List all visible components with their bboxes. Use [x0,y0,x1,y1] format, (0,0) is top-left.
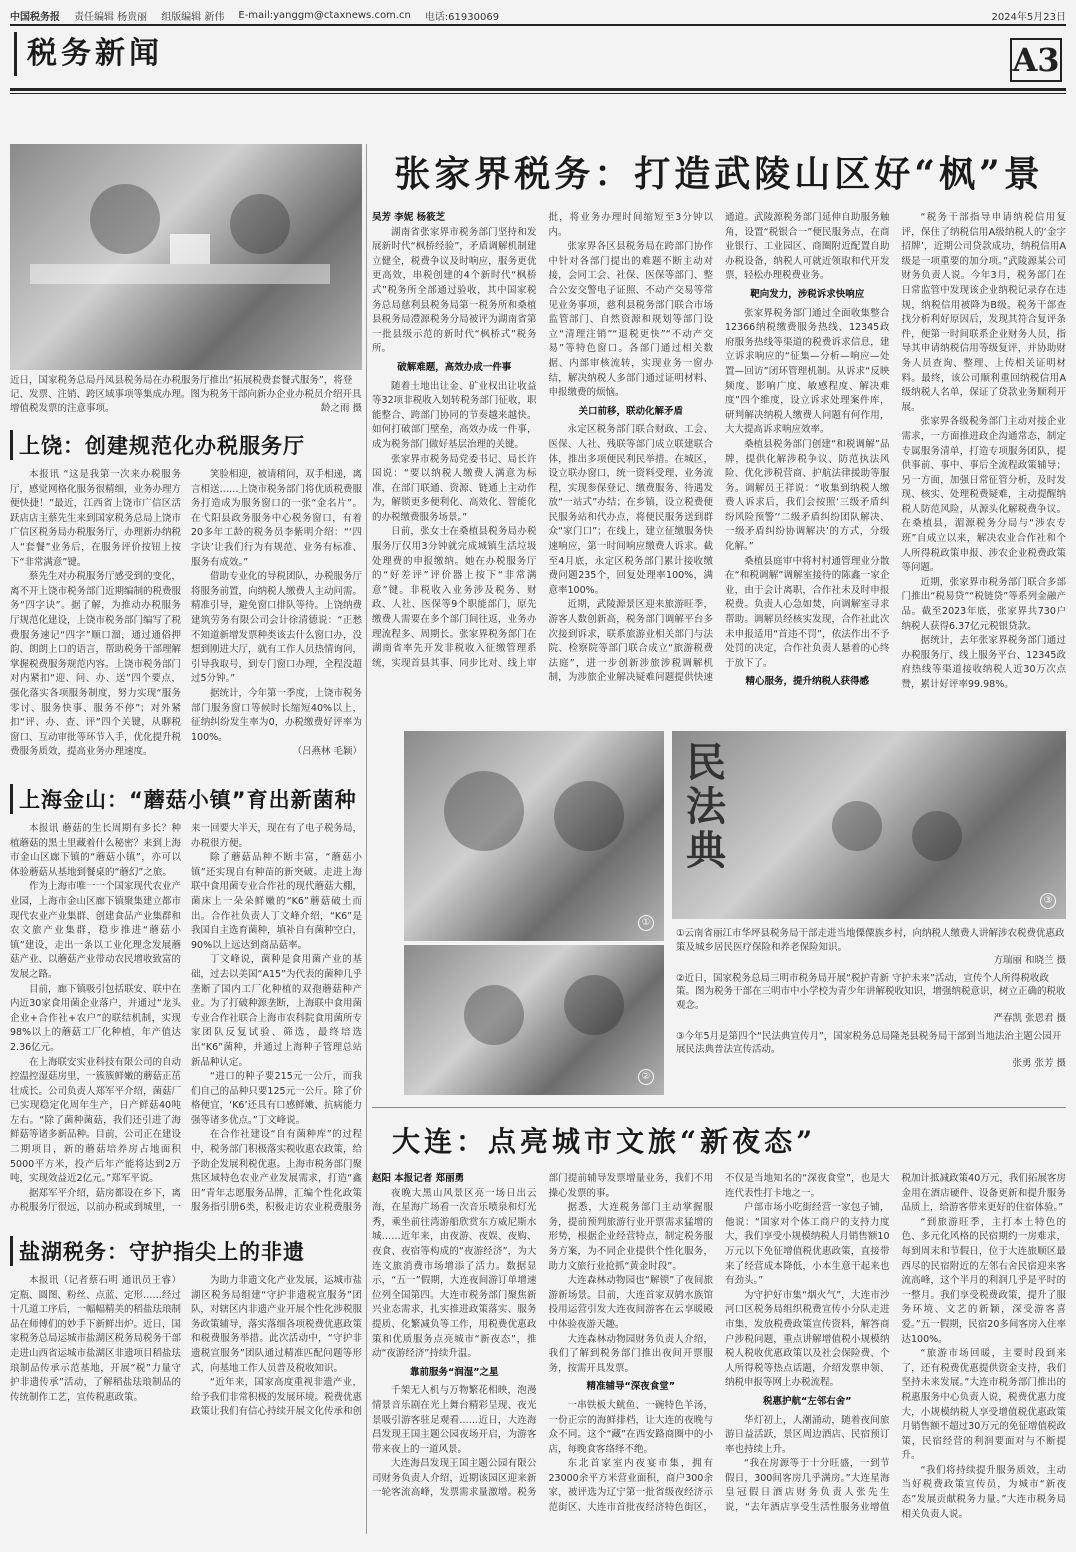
caption-3: ③今年5月是第四个“民法典宣传月”，国家税务总局隆尧县税务局干部到当地法治主题公园开展民法典普法宣传活动。 [676,1030,1062,1055]
caption-text: 近日，国家税务总局丹凤县税务局在办税服务厅推出“拓展税费套餐式服务”，将登记、发票、注销、跨区域事项等集成办理。图为税务干部向新办企业办税员介绍开具增值税发票的注意事项。 [10,375,362,414]
paragraph: 湖南省张家界市税务部门坚持和发展新时代“枫桥经验”，矛盾调解机制建立健全，税费争议及时响应，服务更优更高效，串税创建的4个新时代“枫桥式”税务所全部通过验收，其中国家税务总局慈利县税务局第一税务所和桑植县税务局澧源税务分局被评为湖南省第一批县级示范的新时代“枫桥式”税务所。 [372,226,537,355]
photo-1-number: ① [638,915,654,931]
paragraph: 千架无人机与万物繁花相映，泡漫情景音乐剧在光上舞台精彩呈现、夜光景吸引游客驻足观看……近日，大连海昌发现王国主题公园夜场开启，为游客带来夜上的一道风景。 [372,1385,537,1455]
subhead: 税惠护航“左邻右舍” [763,1395,852,1407]
paragraph: 大连海昌发现王国主题公园有限公司财务负责人介绍，近期该园区迎来新一轮客流高峰，发票需求量激增。税务部门提前辅导发票增量业务，我们不用操心发票的事。 [372,1173,713,1499]
paragraph: 随着土地出让金、矿业权出让收益等32项非税收入划转税务部门征收，职能整合、跨部门协同的节奏越来越快。如何打破部门壁垒，高效办成一件事，成为税务部门做好基层治理的关键。 [372,380,537,450]
paragraph: 一串铁板大鱿鱼、一碗特色羊汤，一份正宗的海鲜排档，让大连的夜晚与众不同。这个“藏”在西安路商圈中的小店，每晚食客络绎不绝。 [548,1399,713,1455]
paragraph: 借助专业化的导税团队，办税服务厅将服务前置，向纳税人缴费人主动问需。精准引导，避免窗口排队等待。上饶纳费建筑劳务有限公司会计徐清德说：“正愁不知道新增发票种类该去什么窗口办，没想到刚进大厅，就有工作人员热情询问，引导我取号，到专门窗口办理，全程没超过5分钟。” [191,571,362,685]
article-body-shangrao [10,468,362,770]
article-sign: （吕燕林 毛颖） [292,746,362,758]
byline: 赵阳 本报记者 郑丽勇 [372,1173,465,1184]
paragraph: 张家界市税务局党委书记、局长许国说：“要以纳税人缴费人满意为标准，在部门联通、资源、链通上主动作为，解锁更多便利化、高效化、智能化的办税缴费服务场景。” [372,453,537,523]
caption-credit: 龄之雨 摄 [320,403,362,414]
paragraph: 据统计，去年张家界税务部门通过办税服务厅、线上服务平台、12345政府热线等渠道接收纳税人近30万次点赞，累计好评率99.98%。 [901,635,1066,690]
paragraph: “近年来，国家高度重视非遗产业，给予我们非常积极的发展环境。税费优惠政策让我们有信心持续开展文化传承和创 [191,1377,362,1418]
paragraph: 在上海联安实业科技有限公司的自动控温控湿菇房里，一簇簇鲜嫩的蘑菇正茁壮成长。公司负责人郑军平介绍，菌菇厂已实现稳定化周年生产，日产鲜菇40吨左右。“除了菌种菌菇，我们还引进了海鲜菇等诸多新品种。目前，公司正在建设二期项目，新的蘑菇培养房占地面积5000平方米，投产后年产能将达到2万吨，实现效益近2亿元。”郑军平说。 [10,1056,182,1185]
photo-3-number: ③ [1040,893,1056,909]
paragraph: 张家界各区县税务局在跨部门协作中针对各部门提出的难题不断主动对接，会同工会、社保、医保等部门、整合公安交警电子证照、不动产交易等常见业务事项，慈利县税务部门联合市场监管部门、自然资源和规划等部门设立“清理注销”“退税更快”“不动产交易”等特色窗口。各部门通过相关数据、内部审核流转，实现业务一窗办结，解决纳税人多部门通过证明材料、申报缴费的烦恼。 [548,241,713,399]
paragraph: 大连森林动物园也“解锁”了夜间旅游新场景。目前，大连首家双鸫水族馆投用运营引发大连夜间游客在云享暖殿中体验夜游天趣。 [548,1275,713,1330]
section-divider [372,1107,1066,1108]
paragraph: 华灯初上，人潮涌动，随着夜间旅游日益活跃，景区周边酒店、民宿预订率也持续上升。 [725,1414,890,1455]
paragraph: “我们将持续提升服务质效，主动当好税费政策宣传员，为城市“新夜态”发展贡献税务力量。”大连市税务局相关负责人说。 [901,1464,1066,1520]
article-title-jinshan: 上海金山：“蘑菇小镇”育出新菌种 [10,784,362,814]
photo-3-sign: 民法典 [686,739,726,874]
layout-editor: 组版编辑 新伟 [161,11,225,23]
paragraph: 永定区税务部门联合财政、工会、医保、人社、残联等部门成立联建联合体，推出多项便民利民举措。在城区，设立联办窗口，统一资料受理、业务流程，实现参保登记、缴费服务、待遇发放“一站式”办结；在乡镇，设立税费便民服务站和代办点，将便民服务送到群众“家门口”；在线上，建立征缴服务快速响应，第一时间响应缴费人诉求。截至4月底，永定区税务部门累计接收缴费问题235个，回复处理率100%，满意率100%。 [548,424,713,596]
left-column [10,144,362,1424]
photo-2 [404,945,664,1095]
paragraph: 本报讯 “这是我第一次来办税服务厅，感觉网格化服务很精细，业务办理方便快捷！”最近，江西省上饶市广信区活跃店店主蔡先生来到国家税务总局上饶市广信区税务局办税服务厅，办理新办纳税人“套餐”业务后，在服务评价按钮上按下“非常满意”键。 [10,469,182,568]
paragraph: “旅游市场回暖，主要时段到来了，还有税费优惠提供资金支持，我们坚持未来发展。”大连市税务部门推出的税惠服务中心负责人说，税费优惠力度大，小规模纳税人享受增值税优惠政策月销售额不超过30万元的免征增值税政策，民宿经营的利润要面对与不断提升。 [901,1348,1066,1462]
paragraph: 夜晚大黑山风景区亮一场日出云海，在星海广场看一次音乐喷泉和灯光秀，乘坐前往湾游船欣赏东方威尼斯水城……近年来，由夜游、夜娱、夜购、夜食、夜宿等构成的“夜游经济”，为大连文旅消费市场增添了活力。数据显示，“五一”假期，大连夜间游订单增速位列全国第四。大连市税务部门聚焦新兴业态需求，扎实推进政策落实、服务提质、化繁减负等工作，用税费优惠政策和优质服务点亮城市“新夜态”，推动“夜游经济”持续升温。 [372,1187,537,1360]
article-body-jinshan [10,822,362,1222]
headline-zhangjiajie: 张家界税务：打造武陵山区好“枫”景 [394,153,1044,195]
subhead: 精心服务，提升纳税人获得感 [745,676,869,688]
byline: 吴芳 李妮 杨筱芝 [372,212,446,223]
article-title-shangrao: 上饶：创建规范化办税服务厅 [10,430,362,460]
photo-1 [404,731,664,941]
paragraph: 蔡先生对办税服务厅感受到的变化，离不开上饶市税务部门近期编制的税费服务“四字诀”。据了解，为推动办税服务厅规范化建设，上饶市税务部门编写了税费服务速记“四字”顺口溜，通过通俗押韵、朗朗上口的语言，帮助税务干部理解掌握税费服务规范内容。上饶市税务部门对内紧扣“迎、问、办、送”四个要点，强化落实各项服务制度，努力实现“服务零讨、服务快事、服务不停”；对外紧扣“评、办、查、评”四个关键，从聊税窗口、互动审批等环节入手，优化提升税费服务质效，提高业务办理速度。 [10,571,182,758]
paragraph: 本报讯（记者蔡石明 通讯员王睿）定瓶、圆图、粉丝、点蓝、定形……经过十几道工序后，一幅幅精美的稻盐珐琅制品在师傅们的妙手下新鲜出炉。近日，国家税务总局运城市盐湖区税务局税务干部走进山西省运城市盐湖区非遗项目稻盐珐琅制品传承示范基地，开展“税”力量守护非遗传承”活动，了解稻盐珐琅制品的传统制作工艺，宣传税惠政策。 [10,1275,182,1403]
article-body-yanhu [10,1274,362,1424]
paragraph: 据郑军平介绍，菇房都设在乡下，离办税服务厅很远，以前办税或到城里，一来一回要大半天，现在有了电子税务局，办税很方便。 [10,823,362,1214]
article-title-yanhu: 盐湖税务：守护指尖上的非遗 [10,1236,362,1266]
section-title: 税务新闻 [14,32,163,76]
paragraph: 除了蘑菇品种不断丰富，“蘑菇小镇”还实现自有种苗的新突破。走进上海联中食用菌专业合作社的现代蘑菇大棚，菌床上一朵朵鲜嫩的“K6”蘑菇破土而出。合作社负责人丁文峰介绍，“K6”是我国自主选育菌种，填补自有菌种空白，90%以上远达到商品菇率。 [191,852,362,951]
column-divider [366,144,367,1534]
paragraph: 目前，廊下镇吸引包括联安、联中在内近30家食用菌企业落户，并通过“龙头企业+合作社+农户”的联结机制，实现98%以上的蘑菇工厂化种植，年产值达2.36亿元。 [10,983,182,1053]
paragraph: 为助力非遗文化产业发展，运城市盐湖区税务局组建“守护非遗税宣服务”团队，对辖区内非遗产业开展个性化涉税服务政策辅导，落实落细各项税费优惠政策和税费服务举措。此次活动中，“守护非遗税宣服务”团队通过精准匹配问题等形式，向基地工作人员普及税收知识。 [191,1275,362,1374]
article-body-dalian [372,1172,1066,1552]
caption-2-credit: 严春凯 张恩君 摄 [993,1013,1066,1024]
paragraph: 笑脸相迎，被请稍问，双手相递，离言相送……上饶市税务部门将优质税费服务打造成为服务窗口的一张“金名片”。在弋阳县政务服务中心税务窗口，有着20多年工龄的税务员李紫明介绍：“‘四字诀’让我们行为有规范、业务有标准、服务有成效。” [191,469,362,568]
paragraph: “到旅游旺季，主打本土特色的色、多元化风格的民宿期约一房难求，每到周末和节假日，位于大连旅顺区最西尽的民宿附近的左邻右舍民宿迎来客流高峰，这个半月的利润几乎是平时的一整月。我们享受税费政策，提升了服务环境、文艺的新颖，深受游客喜爱。”五一假期，民宿20多间客房入住率达100%。 [901,1216,1066,1345]
paragraph: “税务干部指导申请纳税信用复评，保住了纳税信用A级纳税人的‘金字招牌’，近期公司贷款成功，纳税信用A级是一项重要的加分项。”武陵源某公司财务负责人说。今年3月，税务部门在日常监管中发现该企业纳税记录存在违规，纳税信用被降为B级。税务干部查找分析利好原因后，发现其符合复评条件，便第一时间联系企业财务人员，指导其申请纳税信用等级复评，并协助财务人员查询、整理、上传相关证明材料。最终，该公司顺利重回纳税信用A级纳税人名单，保证了贷款业务顺利开展。 [901,212,1066,413]
photo-captions [676,927,1066,1074]
article-body-zhangjiajie [372,211,1066,719]
paragraph: 桑植县税务部门创建“和税调解”品牌，提供化解涉税争议、防范执法风险、优化涉税营商、护航法律援助等服务。调解员王祥说：“收集到纳税人缴费人诉求后，我们会按照‘三级矛盾纠纷风险预警’‘二级矛盾纠纷团队解决、一级矛盾纠纷协调解决’的方式，分级化解。” [725,438,890,553]
tax-hall-photo [10,144,362,370]
paragraph: 近期，武陵源景区迎来旅游旺季，游客人数创新高，税务部门调解平台多次接到诉求，联系旅游业相关部门与法院、检察院等部门联合成立“旅游税费法庭”，进一步创新涉旅涉税调解机制，为涉旅企业解决疑难问题提供快速通道。武陵源税务部门延伸自助服务触角，设置“税银合一”便民服务点，在商业银行、工业园区、商圈附近配置自助办税设备，纳税人可就近领取和代开发票，轻松办理税费业务。 [548,212,890,684]
subhead: 靶向发力，涉税诉求快响应 [750,288,865,300]
subhead: 靠前服务“润湿”之星 [410,1366,499,1378]
phone: 电话:61930069 [424,11,500,23]
photo-caption [10,374,362,416]
subhead: 破解难题，高效办成一件事 [397,361,512,373]
paragraph: “进口的种子要215元一公斤，而我们自己的品种只要125元一公斤。除了价格便宜，‘K6’还具有口感鲜嫩、抗病能力强等诸多优点。”丁文峰说。 [191,1071,362,1126]
caption-3-credit: 张勇 张芳 摄 [1012,1057,1066,1069]
caption-1: ①云南省丽江市华坪县税务局干部走进当地傈僳族乡村，向纳税人缴费人讲解涉农税费优惠政策及城乡居民医疗保险和养老保险知识。 [676,928,1065,953]
paragraph: 作为上海市唯一一个国家现代农业产业园，上海市金山区廊下镇聚集建立都市现代农业产业集群、创建食品产业集群和农文旅产业集群，稳步推进“蘑菇小镇”建设，走出一条以工业化理念发展蘑菇产业、以蘑菇产业带动农民增收致富的发展之路。 [10,881,182,980]
paragraph: 丁文峰说，菌种是食用菌产业的基础，过去以美国“A15”为代表的菌种几乎垄断了国内工厂化种植的双孢蘑菇种产业。为了打破种源垄断，上海联中食用菌专业合作社联合上海市农科院食用菌所专家团队反复试验、筛选，最终培选出“K6”菌种，并通过上海种子管理总站新品种认定。 [191,954,362,1068]
masthead [10,6,1066,24]
email: E-mail:yanggm@ctaxnews.com.cn [238,9,411,21]
issue-date: 2024年5月23日 [991,11,1066,23]
caption-2: ②近日，国家税务总局三明市税务局开展“税护青新 守护未来”活动，宣传个人所得税收政策。图为税务干部在三明市中小学校为青少年讲解税收知识，增强纳税意识，树立正确的税收观念。 [676,972,1066,1011]
paper-name: 中国税务报 [10,11,60,23]
paragraph: 张家界税务部门通过全面收集整合12366纳税缴费服务热线、12345政府服务热线等渠道的税费诉求信息，建立诉求响应的“征集—分析—响应—处置—回访”闭环管理机制。从诉求“反映频度、影响广度、敏感程度、解决难度”四个维度，设立诉求处理案件库，研判解决纳税人缴费人问题有何作用，大大提高诉求响应效率。 [725,307,890,436]
photo-2-number: ② [638,1069,654,1085]
page-number: A3 [1010,38,1062,82]
headline-dalian: 大连：点亮城市文旅“新夜态” [392,1125,817,1158]
subhead: 精准辅导“深夜食堂” [586,1381,675,1393]
header-rule-thin [10,93,1066,94]
paragraph: 本报讯 蘑菇的生长周期有多长？种植蘑菇的黑土里藏着什么秘密？来到上海市金山区廊下镇的“蘑菇小镇”，亦可以体验蘑菇从基地到餐桌的“蘑幻”之旅。 [10,823,182,878]
paragraph: 日前，张女士在桑植县税务局办税服务厅仅用3分钟就完成城镇生活垃圾处理费的申报缴纳。她在办税服务厅的“好差评”评价器上按下“非常满意”键。非税收入业务涉及税务、财政、人社、医保等9个职能部门，原先缴费人需要在多个部门间往返，业务办理流程多、周期长。张家界税务部门在湖南省率先开发非税收入征缴管理系统，实现首县其事、同步比对、线上审批，将业务办理时间缩短至3分钟以内。 [372,212,713,669]
right-column [372,144,1066,1552]
paragraph: 据统计，今年第一季度，上饶市税务部门服务窗口等候时长缩短40%以上，征纳纠纷发生率为0，办税缴费好评率为100%。 [191,687,362,743]
caption-1-credit: 方瑞丽 和晓兰 摄 [993,955,1066,966]
top-rule [10,24,1066,26]
paragraph: 在合作社建设“自有菌种库”的过程中，税务部门积极落实税收惠农政策，给予助企发展利税优惠。上海市税务部门聚焦区域特色农业产业发展需求，打造“鑫田”青年志愿服务品牌，汇编个性化政策服务指引册6类，积极走访农业税费服务 [191,1129,362,1214]
paragraph: 大连森林动物园财务负责人介绍，我们了解到税务部门推出夜间开票服务，按需开具发票。 [548,1333,713,1374]
paragraph: 近期，张家界市税务部门联合多部门推出“税易贷”“税链贷”等系列金融产品。截至2023年底，张家界共730户纳税人获得6.37亿元税银贷款。 [901,576,1066,632]
paragraph: “我在房源等于十分旺盛，一到节假日，300间客房几乎满房。”大连星海皇冠假日酒店财务负责人张先生说，“去年酒店享受生活性服务业增值税加计抵减政策40万元，我们拓展客房金用在酒店硬件、设备更新和提升服务品质上，给游客带来更好的住宿体验。” [725,1173,1066,1514]
paragraph: 东北首家室内夜宴市集，拥有23000余平方米营业面积，商户300余家，被评选为辽宁第一批省级夜经济示范街区、大连市首批夜经济特色街区，不仅是当地知名的“深夜食堂”，也是大连代表性打卡地之一。 [548,1173,890,1514]
paragraph: 张家界各级税务部门主动对接企业需求，一方面推进政企沟通常态，制定专属服务清单，打造专项服务团队，提供事前、事中、事后全流程政策辅导；另一方面，加强日常征管分析，及时发现、核实、处理税费疑难，主动提醒纳税人防范风险，从源头化解税费争议。在桑植县，湄源税务分局与“涉农专班”自成立以来，解决农业合作社和个人所得税政策申报、涉农企业税费政策等问题。 [901,416,1066,574]
paragraph: 据悉，大连税务部门主动掌握服务，提前预判旅游行业开票需求猛增的形势，根据企业经营特点，制定税务服务方案，为不同企业提供个性化服务，助力文旅行业抢抓“黄金时段”。 [548,1202,713,1272]
paragraph: 为守护好市集“烟火气”，大连市沙河口区税务局组织税费宣传小分队走进市集，发放税费政策宣传资料，解答商户涉税问题，重点讲解增值税小规模纳税人税收优惠政策以及社会保险费、个人所得税等热点话题，介绍发票申领、纳税申报等网上办税流程。 [725,1289,890,1389]
paragraph: 户部市场小吃街经营一家包子铺，他说：“国家对个体工商户的支持力度大，我们享受小规模纳税人月销售额10万元以下免征增值税优惠政策，直接带来了经营成本降低，小本生意干起来也有劲头。” [725,1202,890,1287]
paragraph: 桑植县庭审中将村村通管理业分散在“和税调解”调解室接待的陈鑫一家企业，由于会计离职，合作社未及时申报税费。负责人心急如焚，向调解室寻求帮助。调解员经核实发现，合作社此次未申报适用“首违不罚”，依法作出不予处罚的决定，合作社负责人悬着的心终于放下了。 [725,555,890,669]
photo-block [372,731,1066,1095]
editor: 责任编辑 杨贵丽 [74,11,148,23]
photo-3 [672,731,1066,919]
header-rule [10,88,1066,91]
subhead: 关口前移，联动化解矛盾 [578,405,683,417]
